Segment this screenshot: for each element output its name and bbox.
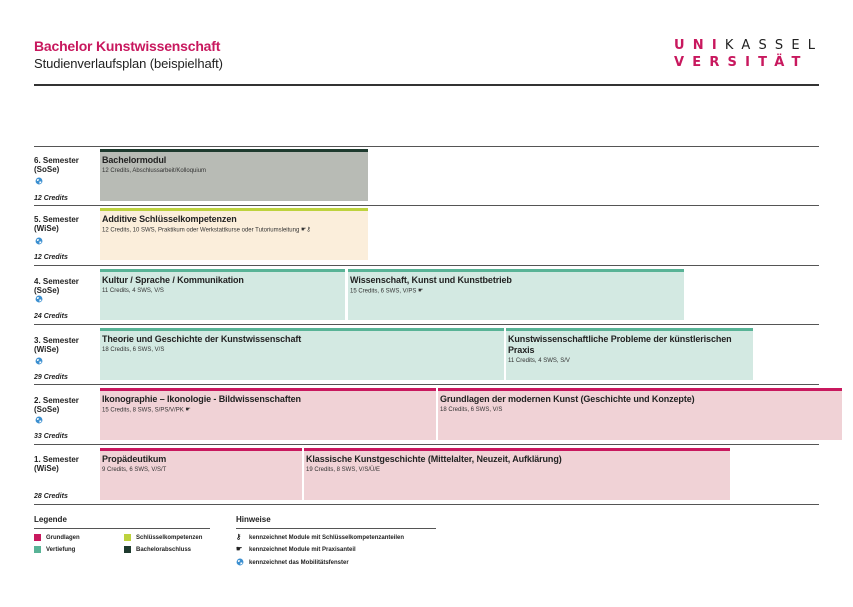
module-title: Additive Schlüsselkompetenzen xyxy=(102,214,237,224)
semester-5-credits: 12 Credits xyxy=(34,254,68,261)
globe-icon xyxy=(236,558,244,566)
module-info: 18 Credits, 6 SWS, V/S xyxy=(102,347,165,353)
hint-globe: kennzeichnet das Mobilitätsfenster xyxy=(236,558,349,567)
module-category-bar xyxy=(506,328,753,331)
semester-4-label: 4. Semester (SoSe) xyxy=(34,277,79,295)
module-theorie-geschichte xyxy=(100,328,504,380)
semester-2-label: 2. Semester (SoSe) xyxy=(34,396,79,414)
legend-swatch xyxy=(34,546,41,553)
module-category-bar xyxy=(304,448,730,451)
hand-icon: ☛ xyxy=(418,288,424,294)
semester-divider xyxy=(34,324,819,325)
page-title: Bachelor Kunstwissenschaft xyxy=(34,38,221,54)
module-wissenschaft-kunst-kunstbetrieb xyxy=(348,269,684,320)
semester-4-credits: 24 Credits xyxy=(34,313,68,320)
module-category-bar xyxy=(100,448,302,451)
module-info: 11 Credits, 4 SWS, V/S xyxy=(102,288,164,294)
semester-2-credits: 33 Credits xyxy=(34,433,68,440)
hint-key: ⚷ kennzeichnet Module mit Schlüsselkompetenzanteilen xyxy=(236,534,405,541)
module-additive-schluesselkompetenzen xyxy=(100,208,368,260)
module-info: 19 Credits, 8 SWS, V/S/Ü/E xyxy=(306,467,381,473)
hand-icon: ☛ xyxy=(300,227,307,233)
semester-divider xyxy=(34,205,819,206)
semester-5-label: 5. Semester (WiSe) xyxy=(34,215,79,233)
globe-icon xyxy=(35,177,43,185)
hint-hand: ☛ kennzeichnet Module mit Praxisanteil xyxy=(236,546,356,553)
semester-1-label: 1. Semester (WiSe) xyxy=(34,455,79,473)
module-title: Kultur / Sprache / Kommunikation xyxy=(102,275,244,285)
module-title: Theorie und Geschichte der Kunstwissenschaft xyxy=(102,334,302,344)
legend-swatch xyxy=(124,534,131,541)
legend-heading: Legende xyxy=(34,515,67,524)
semester-divider xyxy=(34,146,819,147)
legend-swatch xyxy=(124,546,131,553)
module-kunstwissenschaftliche-probleme xyxy=(506,328,753,380)
key-icon: ⚷ xyxy=(306,227,311,233)
semester-3-credits: 29 Credits xyxy=(34,374,68,381)
semester-6-credits: 12 Credits xyxy=(34,195,68,202)
legend-item-vertiefung: Vertiefung xyxy=(34,546,75,554)
module-info: 12 Credits, 10 SWS, Praktikum oder Werkstattkurse oder Tutoriumsleitung ☛⚷ xyxy=(102,227,311,234)
module-info: 15 Credits, 6 SWS, V/PS ☛ xyxy=(350,288,424,295)
globe-icon xyxy=(35,237,43,245)
module-ikonographie xyxy=(100,388,436,440)
module-info: 12 Credits, Abschlussarbeit/Kolloquium xyxy=(102,168,207,174)
module-title: Bachelormodul xyxy=(102,155,167,165)
semester-6-label: 6. Semester (SoSe) xyxy=(34,156,79,174)
module-category-bar xyxy=(100,208,368,211)
module-category-bar xyxy=(438,388,842,391)
module-title: Propädeutikum xyxy=(102,454,167,464)
module-title: Wissenschaft, Kunst und Kunstbetrieb xyxy=(350,275,512,285)
header-divider xyxy=(34,84,819,86)
hand-icon: ☛ xyxy=(185,407,191,413)
module-title: Grundlagen der modernen Kunst (Geschichte und Konzepte) xyxy=(440,394,695,404)
module-category-bar xyxy=(100,149,368,152)
semester-3-label: 3. Semester (WiSe) xyxy=(34,336,79,354)
hints-heading: Hinweise xyxy=(236,515,271,524)
logo-kassel: KASSEL xyxy=(724,38,824,53)
hand-icon: ☛ xyxy=(236,546,243,553)
module-info: 18 Credits, 6 SWS, V/S xyxy=(440,407,503,413)
globe-icon xyxy=(35,416,43,424)
legend-swatch xyxy=(34,534,41,541)
semester-divider xyxy=(34,504,819,505)
globe-icon xyxy=(35,295,43,303)
module-bachelormodul xyxy=(100,149,368,201)
module-propaedeutikum xyxy=(100,448,302,500)
module-kultur-sprache-kommunikation xyxy=(100,269,345,320)
semester-divider xyxy=(34,265,819,266)
page-subtitle: Studienverlaufsplan (beispielhaft) xyxy=(34,56,223,71)
legend-divider xyxy=(34,528,210,529)
hints-divider xyxy=(236,528,436,529)
module-category-bar xyxy=(100,328,504,331)
module-info: 11 Credits, 4 SWS, S/V xyxy=(508,358,570,364)
legend-item-grundlagen: Grundlagen xyxy=(34,534,80,542)
module-info: 15 Credits, 8 SWS, S/PS/V/PK ☛ xyxy=(102,407,191,414)
university-logo xyxy=(674,37,824,71)
module-title: Ikonographie – Ikonologie - Bildwissenschaften xyxy=(102,394,301,404)
module-info: 9 Credits, 6 SWS, V/S/T xyxy=(102,467,167,473)
module-klassische-kunstgeschichte xyxy=(304,448,730,500)
key-icon: ⚷ xyxy=(236,534,242,541)
logo-versitaet: VERSITÄT xyxy=(674,55,809,70)
semester-1-credits: 28 Credits xyxy=(34,493,68,500)
legend-item-bachelorabschluss: Bachelorabschluss xyxy=(124,546,191,554)
logo-uni: UNI xyxy=(674,38,725,53)
semester-divider xyxy=(34,444,819,445)
module-category-bar xyxy=(348,269,684,272)
module-grundlagen-moderne-kunst xyxy=(438,388,842,440)
legend-item-schluesselkompetenzen: Schlüsselkompetenzen xyxy=(124,534,202,542)
semester-divider xyxy=(34,384,819,385)
globe-icon xyxy=(35,357,43,365)
module-category-bar xyxy=(100,388,436,391)
module-title: Klassische Kunstgeschichte (Mittelalter, Neuzeit, Aufklärung) xyxy=(306,454,562,464)
module-title: Kunstwissenschaftliche Probleme der künstlerischen Praxis xyxy=(508,334,732,355)
module-category-bar xyxy=(100,269,345,272)
